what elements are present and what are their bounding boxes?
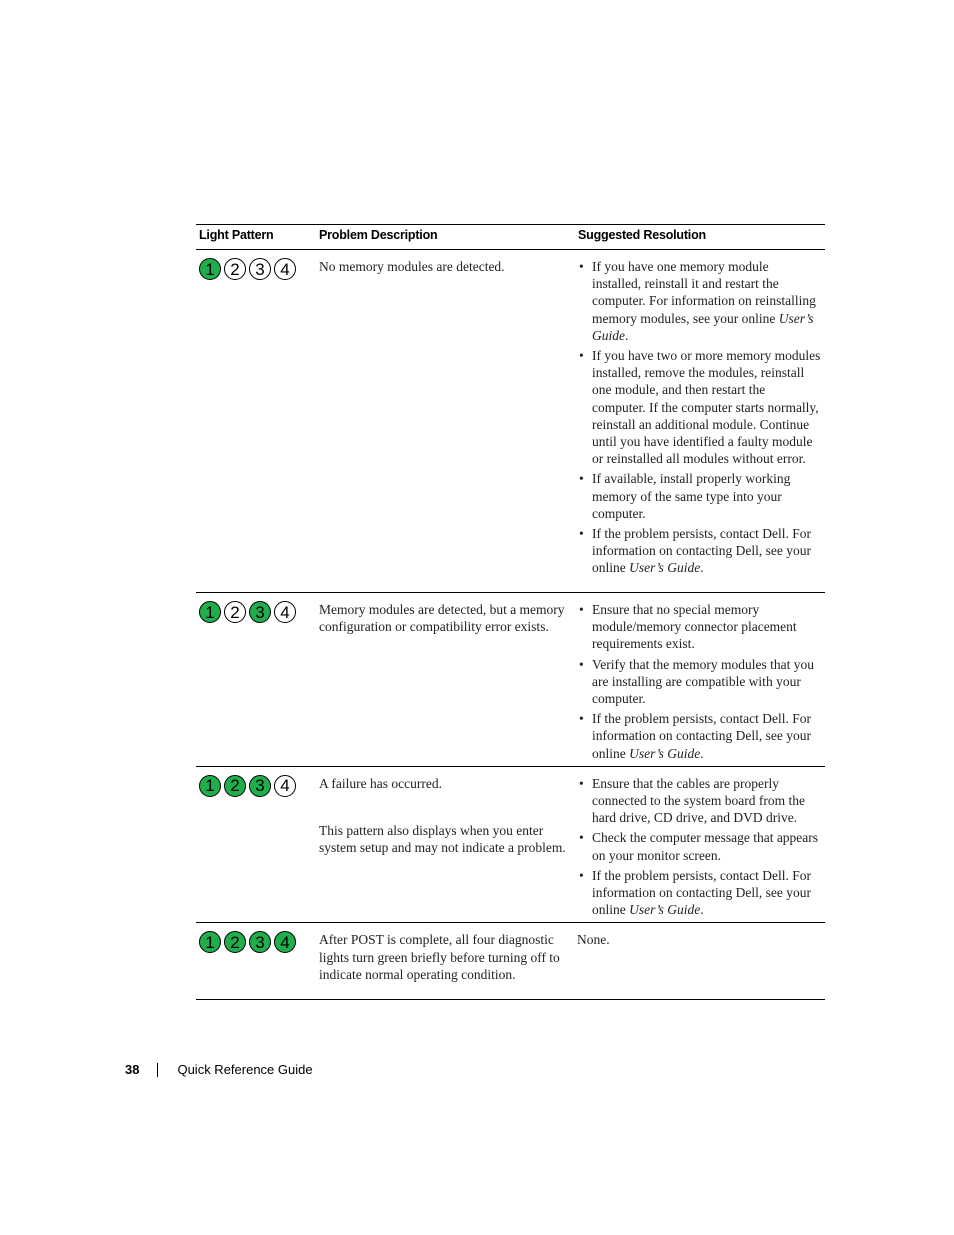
resolution-item [577,829,821,863]
diagnostic-lights [199,258,316,280]
suggested-resolution-cell [575,250,825,593]
diagnostic-light-4-off [274,258,296,280]
resolution-item [577,470,821,522]
diagnostic-light-3-on [249,931,271,953]
light-number: 2 [230,932,240,952]
problem-description-cell [316,766,575,923]
light-number: 1 [205,776,215,796]
light-number: 1 [205,259,215,279]
problem-description-text: No memory modules are detected. [319,259,505,274]
resolution-item [577,656,821,708]
page-number: 38 [125,1062,140,1077]
resolution-text: Verify that the memory modules that you are installing are compatible with your computer. [592,656,814,707]
light-number: 1 [205,932,215,952]
problem-description-text: A failure has occurred. [319,775,442,791]
footer-title: Quick Reference Guide [177,1062,313,1077]
resolution-item [577,601,821,653]
diagnostic-light-1-on [199,931,221,953]
users-guide-reference: User’s Guide [629,560,701,576]
light-number: 3 [255,602,265,622]
light-pattern-cell [196,250,316,593]
header-problem-description: Problem Description [316,225,575,250]
table-header [196,225,825,250]
diagnostic-light-4-on [274,931,296,953]
users-guide-reference: User’s Guide [592,310,814,343]
diagnostic-light-3-on [249,601,271,623]
light-number: 2 [230,602,240,622]
light-number: 1 [205,602,215,622]
suggested-resolution-cell [575,593,825,767]
light-number: 3 [255,932,265,952]
light-number: 4 [280,602,290,622]
resolution-text: Ensure that the cables are properly connected to the system board from the hard drive, CD drive, and DVD drive. [592,775,805,826]
resolution-text: Check the computer message that appears on your monitor screen. [592,830,819,863]
resolution-text: Ensure that no special memory module/memory connector placement requirements exist. [592,602,797,652]
light-pattern-cell [196,766,316,923]
diagnostic-light-1-on [199,601,221,623]
diagnostic-lights-table [196,224,825,1000]
problem-description-cell [316,250,575,593]
diagnostic-light-2-off [224,258,246,280]
light-number: 4 [280,776,290,796]
resolution-text: If available, install properly working memory of the same type into your computer. [592,471,791,521]
resolution-item [577,347,821,467]
resolution-text: If you have one memory module installed, reinstall it and restart the computer. For information on reinstalling memory modules, see your online [592,259,816,326]
header-light-pattern: Light Pattern [196,225,316,250]
light-pattern-cell [196,923,316,1000]
table-row [196,593,825,767]
resolution-text: None. [577,932,610,948]
footer-separator [157,1063,158,1077]
resolution-end: . [700,560,704,576]
problem-description-cell [316,923,575,1000]
light-number: 2 [230,259,240,279]
diagnostic-lights [199,931,316,953]
problem-description-text: After POST is complete, all four diagnostic lights turn green briefly before turning off to indicate normal operating condition. [319,932,560,982]
resolution-end: . [700,902,704,918]
resolution-text: If the problem persists, contact Dell. For information on contacting Dell, see your online [592,526,811,576]
resolution-item [577,710,821,762]
problem-description-cell [316,593,575,767]
table-row [196,250,825,593]
resolution-list [577,258,821,577]
light-number: 3 [255,259,265,279]
resolution-item [577,775,821,827]
resolution-list [577,601,821,762]
users-guide-reference: User’s Guide [629,902,701,918]
diagnostic-light-2-on [224,931,246,953]
page-footer [125,1062,313,1077]
diagnostic-light-3-on [249,775,271,797]
diagnostic-light-2-on [224,775,246,797]
resolution-item [577,258,821,344]
diagnostic-light-3-off [249,258,271,280]
resolution-text: If the problem persists, contact Dell. For information on contacting Dell, see your online [592,867,811,918]
diagnostic-light-1-on [199,258,221,280]
diagnostic-light-4-off [274,601,296,623]
resolution-item [577,867,821,919]
suggested-resolution-cell [575,923,825,1000]
light-pattern-cell [196,593,316,767]
resolution-text: If you have two or more memory modules installed, remove the modules, reinstall one module, and then restart the computer. If the computer starts normally, reinstall an additional module. Continue until you have identified a faulty module or reinstalled all modules without error. [592,348,821,467]
diagnostic-lights [199,775,316,797]
light-number: 2 [230,776,240,796]
table-row [196,923,825,1000]
diagnostic-light-2-off [224,601,246,623]
resolution-list [577,775,821,919]
resolution-item [577,525,821,577]
header-suggested-resolution: Suggested Resolution [575,225,825,250]
users-guide-reference: User’s Guide [629,745,701,761]
diagnostic-light-1-on [199,775,221,797]
diagnostic-lights [199,601,316,623]
resolution-end: . [700,745,704,761]
resolution-end: . [625,327,629,343]
resolution-text: If the problem persists, contact Dell. For information on contacting Dell, see your online [592,711,811,761]
light-number: 4 [280,932,290,952]
diagnostic-light-4-off [274,775,296,797]
table-row [196,766,825,923]
problem-description-text: This pattern also displays when you enter system setup and may not indicate a problem. [319,823,566,856]
light-number: 4 [280,259,290,279]
problem-description-text: Memory modules are detected, but a memory configuration or compatibility error exists. [319,602,565,635]
suggested-resolution-cell [575,766,825,923]
light-number: 3 [255,776,265,796]
